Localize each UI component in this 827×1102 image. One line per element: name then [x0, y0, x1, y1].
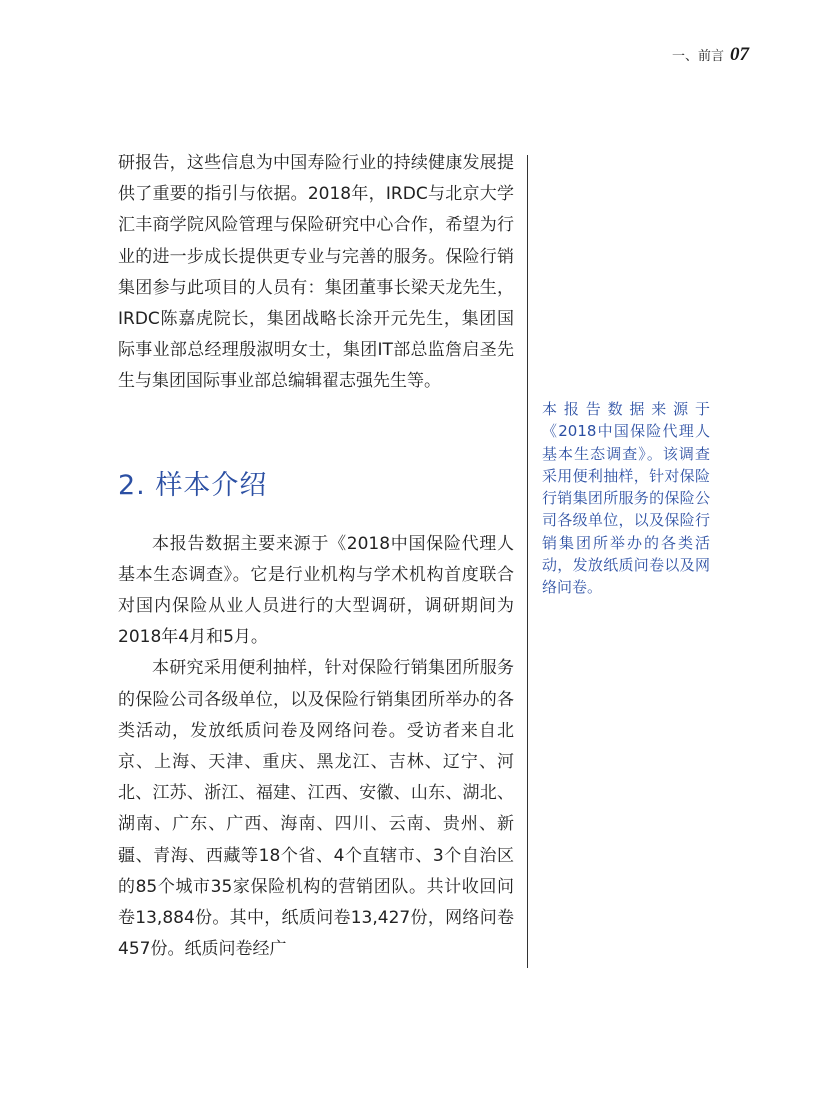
sidenote-text: 本报告数据来源于《2018中国保险代理人基本生态调查》。该调查采用便利抽样，针对保险行销集团所服务的保险公司各级单位，以及保险行销集团所举办的各类活动，发放纸质问卷以及网络问卷。: [542, 400, 710, 597]
page-number: 07: [730, 44, 749, 65]
column-divider: [527, 155, 528, 968]
chapter-label: 一、前言: [671, 49, 724, 64]
intro-paragraph: 研报告，这些信息为中国寿险行业的持续健康发展提供了重要的指引与依据。2018年，IRDC与北京大学汇丰商学院风险管理与保险研究中心合作，希望为行业的进一步成长提供更专业与完善的服务。保险行销集团参与此项目的人员有：集团董事长梁天龙先生，IRDC陈嘉虎院长，集团战略长涂开元先生，集团国际事业部总经理殷淑明女士，集团IT部总监詹启圣先生与集团国际事业部总编辑翟志强先生等。: [118, 153, 514, 392]
sidenote: [542, 398, 710, 599]
body-paragraph-2: 本研究采用便利抽样，针对保险行销集团所服务的保险公司各级单位，以及保险行销集团所举办的各类活动，发放纸质问卷及网络问卷。受访者来自北京、上海、天津、重庆、黑龙江、吉林、辽宁、河北、江苏、浙江、福建、江西、安徽、山东、湖北、湖南、广东、广西、海南、四川、云南、贵州、新疆、青海、西藏等18个省、4个直辖市、3个自治区的85个城市35家保险机构的营销团队。共计收回问卷13,884份。其中，纸质问卷13,427份，网络问卷457份。纸质问卷经广: [118, 658, 514, 960]
section-heading: 2. 样本介绍: [118, 469, 268, 501]
main-column: [118, 148, 514, 965]
body-paragraph-1: 本报告数据主要来源于《2018中国保险代理人基本生态调查》。它是行业机构与学术机构首度联合对国内保险从业人员进行的大型调研，调研期间为2018年4月和5月。: [118, 533, 514, 648]
running-header: [672, 44, 749, 66]
